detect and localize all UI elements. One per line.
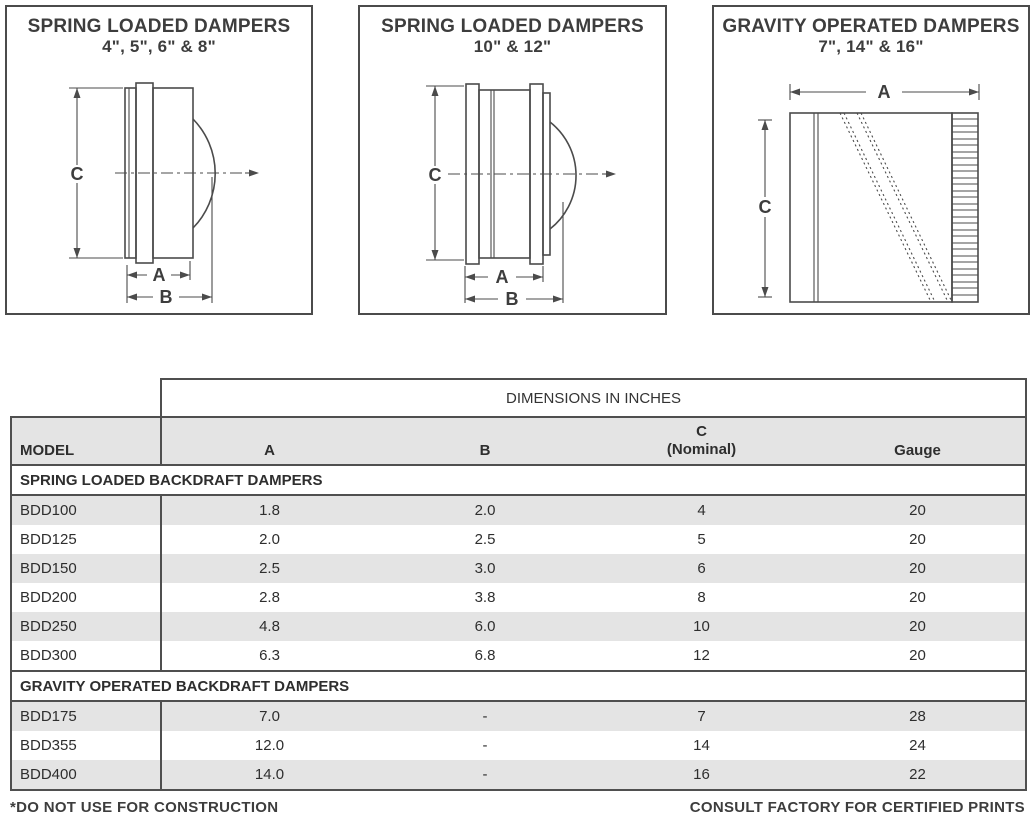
footnote-consult-factory: CONSULT FACTORY FOR CERTIFIED PRINTS: [689, 799, 1025, 816]
dim-label-c: C: [70, 164, 84, 184]
col-header-c-line2: (Nominal): [666, 441, 737, 458]
cell-c: 8: [593, 583, 810, 612]
cell-a: 12.0: [161, 731, 377, 760]
dim-label-a: A: [495, 267, 509, 287]
cell-b: 6.0: [377, 612, 593, 641]
col-header-c: [593, 417, 810, 465]
cell-model: BDD355: [11, 731, 161, 760]
cell-c: 7: [593, 701, 810, 731]
cell-model: BDD250: [11, 612, 161, 641]
col-header-gauge: Gauge: [810, 417, 1026, 465]
span-header-row: [11, 379, 1026, 417]
table-row: [11, 701, 1026, 731]
cell-a: 6.3: [161, 641, 377, 671]
cell-b: 2.5: [377, 525, 593, 554]
col-header-b: B: [377, 417, 593, 465]
section-header-row: [11, 465, 1026, 495]
cell-b: -: [377, 760, 593, 790]
cell-b: 6.8: [377, 641, 593, 671]
cell-a: 1.8: [161, 495, 377, 525]
cell-model: BDD175: [11, 701, 161, 731]
dimensions-table: [10, 378, 1027, 791]
cell-model: BDD100: [11, 495, 161, 525]
dim-label-b: B: [159, 287, 173, 307]
section-header-spring: SPRING LOADED BACKDRAFT DAMPERS: [11, 465, 1026, 495]
cell-c: 6: [593, 554, 810, 583]
table-row: [11, 525, 1026, 554]
panel-title-line1: SPRING LOADED DAMPERS: [27, 16, 291, 37]
cell-gauge: 20: [810, 554, 1026, 583]
panel-title-line2: 10" & 12": [473, 37, 552, 57]
cell-model: BDD200: [11, 583, 161, 612]
cell-b: 2.0: [377, 495, 593, 525]
panel-title: [360, 16, 665, 56]
dim-label-b: B: [505, 289, 519, 309]
panel-title: [7, 16, 311, 56]
section-header-gravity: GRAVITY OPERATED BACKDRAFT DAMPERS: [11, 671, 1026, 701]
cell-a: 7.0: [161, 701, 377, 731]
footnote-no-construction: *DO NOT USE FOR CONSTRUCTION: [10, 799, 279, 816]
panel-title-line1: GRAVITY OPERATED DAMPERS: [722, 16, 1020, 37]
cell-c: 16: [593, 760, 810, 790]
table-row: [11, 612, 1026, 641]
dim-label-a: A: [877, 82, 891, 102]
cell-c: 12: [593, 641, 810, 671]
cell-gauge: 28: [810, 701, 1026, 731]
cell-gauge: 20: [810, 583, 1026, 612]
cell-gauge: 20: [810, 495, 1026, 525]
table-row: [11, 554, 1026, 583]
cell-c: 10: [593, 612, 810, 641]
dim-label-c: C: [428, 165, 442, 185]
panel-title-line1: SPRING LOADED DAMPERS: [381, 16, 644, 37]
dimensions-span-header: DIMENSIONS IN INCHES: [161, 379, 1026, 417]
cell-b: 3.0: [377, 554, 593, 583]
cell-gauge: 20: [810, 641, 1026, 671]
panel-spring-loaded-large: [358, 5, 667, 315]
cell-gauge: 22: [810, 760, 1026, 790]
cell-b: -: [377, 731, 593, 760]
dim-label-a: A: [152, 265, 166, 285]
table-row: [11, 760, 1026, 790]
cell-c: 5: [593, 525, 810, 554]
cell-c: 4: [593, 495, 810, 525]
table-row: [11, 731, 1026, 760]
panel-spring-loaded-small: [5, 5, 313, 315]
column-header-row: [11, 417, 1026, 465]
panel-title: [714, 16, 1028, 56]
panel-gravity-operated: [712, 5, 1030, 315]
cell-a: 14.0: [161, 760, 377, 790]
cell-a: 2.5: [161, 554, 377, 583]
panel-title-line2: 7", 14" & 16": [818, 37, 924, 57]
col-header-c-line1: C: [696, 423, 707, 440]
col-header-model: MODEL: [11, 417, 161, 465]
cell-model: BDD400: [11, 760, 161, 790]
panel-title-line2: 4", 5", 6" & 8": [102, 37, 216, 57]
cell-model: BDD300: [11, 641, 161, 671]
table-row: [11, 641, 1026, 671]
cell-model: BDD125: [11, 525, 161, 554]
cell-model: BDD150: [11, 554, 161, 583]
empty-corner-cell: [11, 379, 161, 417]
cell-a: 2.8: [161, 583, 377, 612]
table-row: [11, 495, 1026, 525]
table-row: [11, 583, 1026, 612]
cell-b: -: [377, 701, 593, 731]
cell-gauge: 20: [810, 525, 1026, 554]
cell-gauge: 20: [810, 612, 1026, 641]
cell-gauge: 24: [810, 731, 1026, 760]
cell-a: 4.8: [161, 612, 377, 641]
cell-a: 2.0: [161, 525, 377, 554]
section-header-row: [11, 671, 1026, 701]
cell-c: 14: [593, 731, 810, 760]
dim-label-c: C: [758, 197, 772, 217]
col-header-a: A: [161, 417, 377, 465]
cell-b: 3.8: [377, 583, 593, 612]
